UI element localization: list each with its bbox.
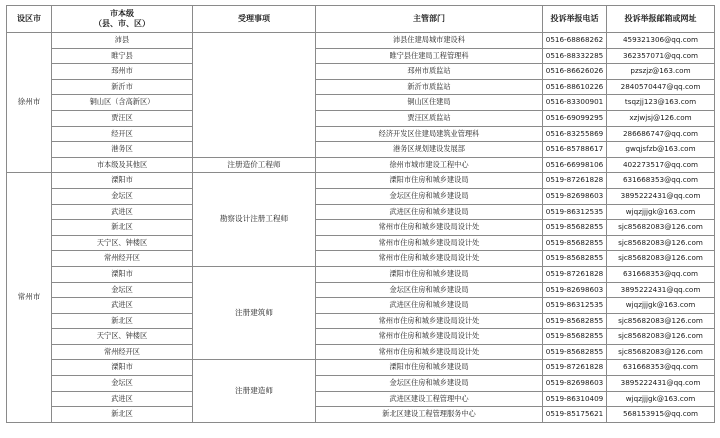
complaint-contact-table	[6, 5, 715, 423]
phone-cell: 0519-85682855	[543, 329, 607, 345]
dept-cell: 铜山区住建局	[316, 95, 543, 111]
phone-cell: 0516-88610226	[543, 79, 607, 95]
table-row	[7, 235, 715, 251]
dept-cell: 常州市住房和城乡建设局设计处	[316, 329, 543, 345]
county-cell: 武进区	[52, 391, 193, 407]
phone-cell: 0519-85175621	[543, 407, 607, 423]
dept-cell: 经济开发区住建局建筑业管理科	[316, 126, 543, 142]
county-cell: 邳州市	[52, 64, 193, 80]
table-row	[7, 142, 715, 158]
document-page	[6, 5, 714, 423]
county-cell: 金坛区	[52, 376, 193, 392]
contact-cell: gwqjsfzb@163.com	[607, 142, 715, 158]
phone-cell: 0516-83300901	[543, 95, 607, 111]
county-cell: 天宁区、钟楼区	[52, 329, 193, 345]
contact-cell: 459321306@qq.com	[607, 33, 715, 49]
dept-cell: 常州市住房和城乡建设局设计处	[316, 251, 543, 267]
county-cell: 金坛区	[52, 188, 193, 204]
dept-cell: 睢宁县住建局工程管理科	[316, 48, 543, 64]
phone-cell: 0516-69099295	[543, 110, 607, 126]
table-row	[7, 344, 715, 360]
county-cell: 溧阳市	[52, 266, 193, 282]
phone-cell: 0519-86310409	[543, 391, 607, 407]
table-body	[7, 33, 715, 423]
dept-cell: 金坛区住房和城乡建设局	[316, 188, 543, 204]
dept-cell: 溧阳市住房和城乡建设局	[316, 173, 543, 189]
dept-cell: 常州市住房和城乡建设局设计处	[316, 313, 543, 329]
table-row	[7, 266, 715, 282]
header-county-line1: 市本级	[110, 9, 134, 18]
dept-cell: 溧阳市住房和城乡建设局	[316, 360, 543, 376]
table-row	[7, 407, 715, 423]
dept-cell: 常州市住房和城乡建设局设计处	[316, 220, 543, 236]
phone-cell: 0516-88332285	[543, 48, 607, 64]
dept-cell: 常州市住房和城乡建设局设计处	[316, 235, 543, 251]
city-xuzhou: 徐州市	[7, 33, 52, 173]
contact-cell: 631668353@qq.com	[607, 266, 715, 282]
contact-cell: 286686747@qq.com	[607, 126, 715, 142]
dept-cell: 溧阳市住房和城乡建设局	[316, 266, 543, 282]
dept-cell: 新北区建设工程管理服务中心	[316, 407, 543, 423]
contact-cell: sjc85682083@126.com	[607, 220, 715, 236]
table-header	[7, 6, 715, 33]
dept-cell: 武进区建设工程管理中心	[316, 391, 543, 407]
contact-cell: 3895222431@qq.com	[607, 282, 715, 298]
table-row	[7, 95, 715, 111]
county-cell: 武进区	[52, 298, 193, 314]
county-cell: 新北区	[52, 313, 193, 329]
dept-cell: 金坛区住房和城乡建设局	[316, 376, 543, 392]
phone-cell: 0516-83255869	[543, 126, 607, 142]
contact-cell: xzjwjsj@126.com	[607, 110, 715, 126]
contact-cell: sjc85682083@126.com	[607, 235, 715, 251]
county-cell: 溧阳市	[52, 173, 193, 189]
header-county	[52, 6, 193, 33]
contact-cell: 631668353@qq.com	[607, 360, 715, 376]
county-cell: 睢宁县	[52, 48, 193, 64]
contact-cell: sjc85682083@126.com	[607, 344, 715, 360]
phone-cell: 0519-82698603	[543, 282, 607, 298]
phone-cell: 0519-85682855	[543, 235, 607, 251]
dept-cell: 港务区规划建设发展部	[316, 142, 543, 158]
county-cell: 铜山区（含高新区）	[52, 95, 193, 111]
phone-cell: 0519-87261828	[543, 360, 607, 376]
phone-cell: 0516-86626026	[543, 64, 607, 80]
dept-cell: 沛县住建局城市建设科	[316, 33, 543, 49]
county-cell: 常州经开区	[52, 344, 193, 360]
header-item: 受理事项	[193, 6, 316, 33]
phone-cell: 0519-82698603	[543, 188, 607, 204]
contact-cell: 402273517@qq.com	[607, 157, 715, 173]
header-row	[7, 6, 715, 33]
phone-cell: 0516-68868262	[543, 33, 607, 49]
contact-cell: 568153915@qq.com	[607, 407, 715, 423]
phone-cell: 0519-85682855	[543, 251, 607, 267]
table-row	[7, 391, 715, 407]
phone-cell: 0519-85682855	[543, 344, 607, 360]
header-dept: 主管部门	[316, 6, 543, 33]
dept-cell: 徐州市城市建设工程中心	[316, 157, 543, 173]
phone-cell: 0519-82698603	[543, 376, 607, 392]
contact-cell: 3895222431@qq.com	[607, 188, 715, 204]
table-row	[7, 282, 715, 298]
county-cell: 武进区	[52, 204, 193, 220]
table-row	[7, 126, 715, 142]
contact-cell: tsqzjj123@163.com	[607, 95, 715, 111]
table-row	[7, 157, 715, 173]
phone-cell: 0519-85682855	[543, 220, 607, 236]
dept-cell: 常州市住房和城乡建设局设计处	[316, 344, 543, 360]
table-row	[7, 173, 715, 189]
contact-cell: 631668353@qq.com	[607, 173, 715, 189]
contact-cell: wjqzjjjgk@163.com	[607, 298, 715, 314]
county-cell: 新北区	[52, 407, 193, 423]
county-cell: 常州经开区	[52, 251, 193, 267]
phone-cell: 0519-87261828	[543, 173, 607, 189]
dept-cell: 新沂市质监站	[316, 79, 543, 95]
county-cell: 沛县	[52, 33, 193, 49]
county-cell: 经开区	[52, 126, 193, 142]
contact-cell: wjqzjjjgk@163.com	[607, 204, 715, 220]
item-blank	[193, 33, 316, 158]
item-architect: 注册建筑师	[193, 266, 316, 360]
county-cell: 贾汪区	[52, 110, 193, 126]
contact-cell: 3895222431@qq.com	[607, 376, 715, 392]
dept-cell: 邳州市质监站	[316, 64, 543, 80]
city-changzhou: 常州市	[7, 173, 52, 423]
header-city: 设区市	[7, 6, 52, 33]
county-cell: 港务区	[52, 142, 193, 158]
table-row	[7, 313, 715, 329]
table-row	[7, 220, 715, 236]
contact-cell: 2840570447@qq.com	[607, 79, 715, 95]
dept-cell: 武进区住房和城乡建设局	[316, 298, 543, 314]
contact-cell: 362357071@qq.com	[607, 48, 715, 64]
table-row	[7, 329, 715, 345]
table-row	[7, 251, 715, 267]
phone-cell: 0516-85788617	[543, 142, 607, 158]
phone-cell: 0519-87261828	[543, 266, 607, 282]
phone-cell: 0519-86312535	[543, 204, 607, 220]
county-cell: 溧阳市	[52, 360, 193, 376]
table-row	[7, 188, 715, 204]
contact-cell: wjqzjjjgk@163.com	[607, 391, 715, 407]
table-row	[7, 204, 715, 220]
county-cell: 天宁区、钟楼区	[52, 235, 193, 251]
table-row	[7, 360, 715, 376]
table-row	[7, 298, 715, 314]
table-row	[7, 64, 715, 80]
phone-cell: 0516-66998106	[543, 157, 607, 173]
table-row	[7, 110, 715, 126]
table-row	[7, 79, 715, 95]
table-row	[7, 48, 715, 64]
item-builder: 注册建造师	[193, 360, 316, 422]
county-cell: 新沂市	[52, 79, 193, 95]
county-cell: 市本级及其他区	[52, 157, 193, 173]
item-survey: 勘察设计注册工程师	[193, 173, 316, 267]
contact-cell: sjc85682083@126.com	[607, 329, 715, 345]
county-cell: 金坛区	[52, 282, 193, 298]
contact-cell: sjc85682083@126.com	[607, 251, 715, 267]
table-row	[7, 33, 715, 49]
header-contact: 投诉举报邮箱或网址	[607, 6, 715, 33]
dept-cell: 武进区住房和城乡建设局	[316, 204, 543, 220]
table-row	[7, 376, 715, 392]
contact-cell: pzszjz@163.com	[607, 64, 715, 80]
phone-cell: 0519-86312535	[543, 298, 607, 314]
dept-cell: 贾汪区质监站	[316, 110, 543, 126]
dept-cell: 金坛区住房和城乡建设局	[316, 282, 543, 298]
phone-cell: 0519-85682855	[543, 313, 607, 329]
item-cost: 注册造价工程师	[193, 157, 316, 173]
contact-cell: sjc85682083@126.com	[607, 313, 715, 329]
header-phone: 投诉举报电话	[543, 6, 607, 33]
county-cell: 新北区	[52, 220, 193, 236]
header-county-line2: （县、市、区）	[94, 19, 150, 28]
